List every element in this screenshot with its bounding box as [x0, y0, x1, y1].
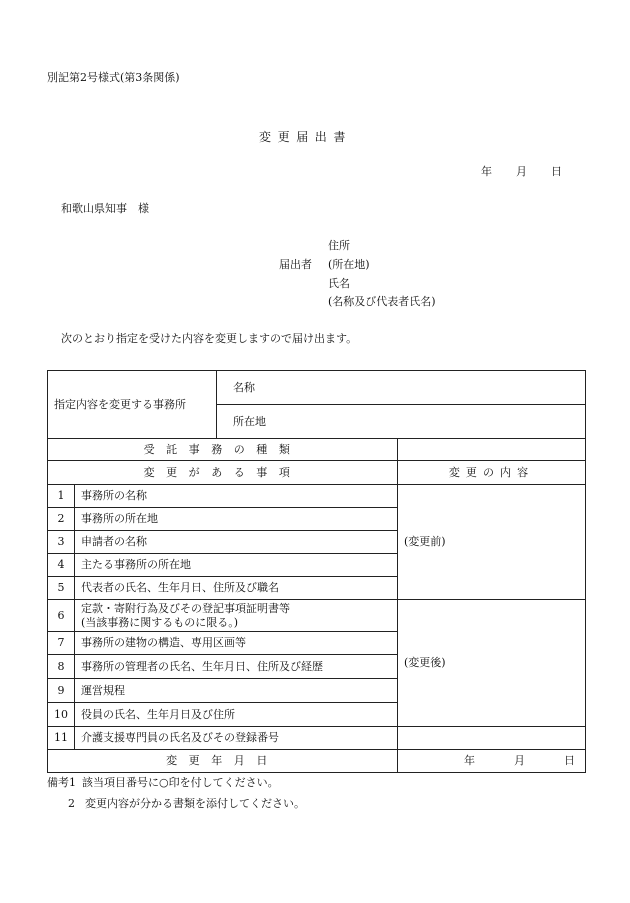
- item-number: 1: [48, 485, 75, 508]
- change-date-day: 日: [564, 754, 575, 767]
- table-row: [48, 600, 586, 632]
- service-type-header: 受託事務の種類: [48, 439, 398, 461]
- item-text: 主たる事務所の所在地: [75, 554, 398, 577]
- change-date-label: 変更年月日: [48, 750, 398, 773]
- item-text: 事務所の所在地: [75, 508, 398, 531]
- applicant-address-label: 住所: [328, 239, 350, 252]
- item-text: 事務所の管理者の氏名、生年月日、住所及び経歴: [75, 655, 398, 679]
- item-number: 6: [48, 600, 75, 632]
- before-change-cell: (変更前): [398, 485, 586, 600]
- item-text: [75, 600, 398, 632]
- form-number-label: 別記第2号様式(第3条関係): [47, 71, 180, 84]
- item-text: 申請者の名称: [75, 531, 398, 554]
- note-2: [47, 793, 305, 814]
- intro-text: 次のとおり指定を受けた内容を変更しますので届け出ます。: [61, 332, 358, 345]
- date-year-label: 年: [481, 165, 492, 178]
- note-1: [47, 772, 305, 793]
- note-2-text: 変更内容が分かる書類を添付してください。: [85, 797, 305, 810]
- item-text-line2: (当該事務に関するものに限る。): [81, 615, 239, 629]
- item-number: 2: [48, 508, 75, 531]
- applicant-name-detail: (名称及び代表者氏名): [328, 295, 436, 308]
- item-text-line1: 定款・寄附行為及びその登記事項証明書等: [81, 601, 290, 615]
- date-month-label: 月: [516, 165, 527, 178]
- change-form-table: [47, 370, 586, 773]
- table-row: [48, 727, 586, 750]
- office-address-label: 所在地: [217, 405, 586, 439]
- item-text: 介護支援専門員の氏名及びその登録番号: [75, 727, 398, 750]
- content-header: 変更の内容: [398, 461, 586, 485]
- item-number: 9: [48, 679, 75, 703]
- item-number: 5: [48, 577, 75, 600]
- change-date-month: 月: [514, 754, 525, 767]
- service-type-value: [398, 439, 586, 461]
- change-date-cell: [398, 750, 586, 773]
- item-number: 7: [48, 632, 75, 655]
- item-number: 10: [48, 703, 75, 727]
- item-text: 役員の氏名、生年月日及び住所: [75, 703, 398, 727]
- item-number: 3: [48, 531, 75, 554]
- date-day-label: 日: [551, 165, 562, 178]
- office-header: 指定内容を変更する事務所: [48, 371, 217, 439]
- item-text: 代表者の氏名、生年月日、住所及び職名: [75, 577, 398, 600]
- item-11-content: [398, 727, 586, 750]
- item-text: 運営規程: [75, 679, 398, 703]
- item-number: 4: [48, 554, 75, 577]
- item-number: 11: [48, 727, 75, 750]
- addressee: 和歌山県知事 様: [61, 202, 149, 215]
- applicant-name-label: 氏名: [328, 277, 350, 290]
- document-title: 変更届出書: [259, 130, 353, 144]
- applicant-location-label: (所在地): [328, 258, 370, 271]
- note-1-text: 該当項目番号に○印を付してください。: [82, 776, 279, 789]
- notes: [47, 772, 305, 814]
- applicant-label: 届出者: [279, 258, 312, 271]
- table-row: [48, 485, 586, 508]
- changes-header: 変更がある事項: [48, 461, 398, 485]
- office-name-label: 名称: [217, 371, 586, 405]
- item-number: 8: [48, 655, 75, 679]
- change-date-year: 年: [464, 754, 475, 767]
- item-text: 事務所の名称: [75, 485, 398, 508]
- after-change-cell: (変更後): [398, 600, 586, 727]
- note-2-number: 2: [68, 797, 75, 810]
- item-text: 事務所の建物の構造、専用区画等: [75, 632, 398, 655]
- note-prefix: 備考1: [47, 776, 76, 789]
